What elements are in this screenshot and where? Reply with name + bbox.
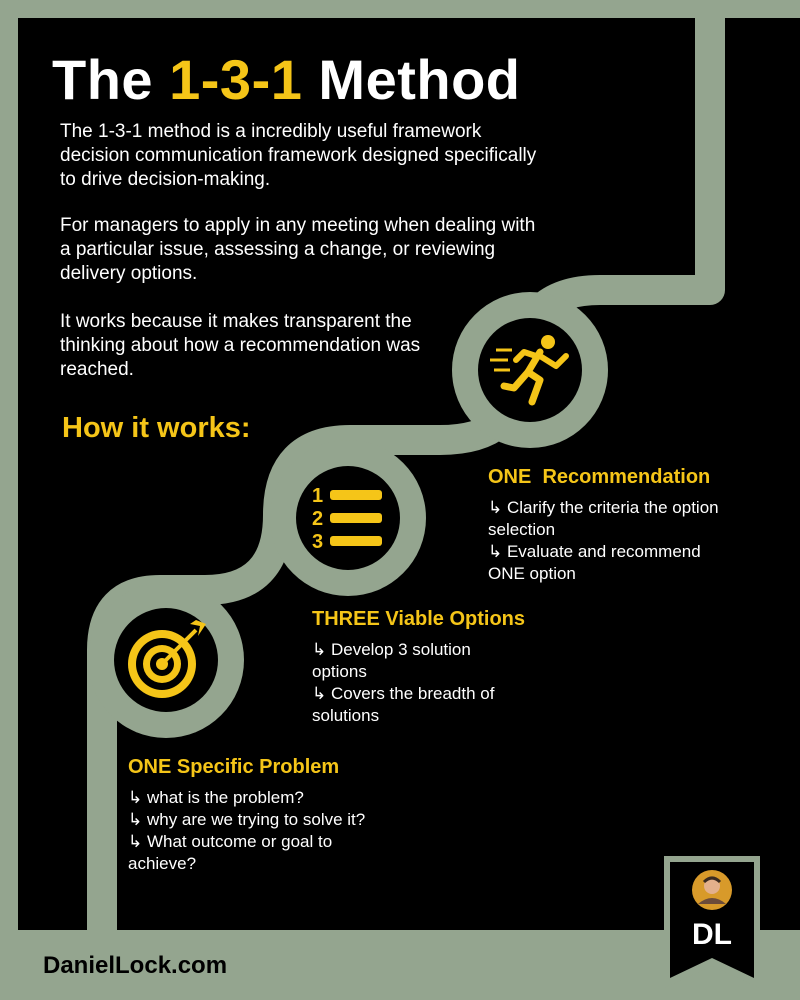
list-number-2: 2 <box>312 508 324 530</box>
step-recommendation <box>488 466 728 585</box>
avatar-icon <box>692 870 732 910</box>
step-bullet: ↳ Clarify the criteria the option selection <box>488 498 719 539</box>
logo-badge <box>664 856 760 988</box>
step-bullet: ↳ Covers the breadth of solutions <box>312 684 495 725</box>
intro-paragraph-3: It works because it makes transparent the thinking about how a recommendation was reached. <box>60 311 421 380</box>
step-bullet: ↳ what is the problem? <box>128 788 304 807</box>
step-heading: ONE Specific Problem <box>128 756 340 778</box>
step-bullet: ↳ Develop 3 solution options <box>312 640 471 681</box>
list-number-3: 3 <box>312 531 324 553</box>
intro-paragraph-1: The 1-3-1 method is a incredibly useful framework decision communication framework designed specifically to drive decision-making. <box>60 121 537 190</box>
logo-text: DL <box>692 918 732 951</box>
how-it-works-heading: How it works: <box>62 412 251 444</box>
step-bullet: ↳ Evaluate and recommend ONE option <box>488 542 701 583</box>
step-bullet: ↳ why are we trying to solve it? <box>128 810 366 829</box>
step-heading: ONE Recommendation <box>488 466 711 488</box>
footer-website: DanielLock.com <box>43 952 228 979</box>
list-number-1: 1 <box>312 485 324 507</box>
page-title: The 1-3-1 Method <box>52 48 521 111</box>
step-heading: THREE Viable Options <box>312 608 525 630</box>
step-options <box>312 608 525 727</box>
step-problem <box>128 756 388 875</box>
numbered-list-icon <box>312 485 382 553</box>
step-bullet: ↳ What outcome or goal to achieve? <box>128 832 333 873</box>
intro-paragraph-2: For managers to apply in any meeting when dealing with a particular issue, assessing a change, or reviewing delivery options. <box>60 215 536 284</box>
